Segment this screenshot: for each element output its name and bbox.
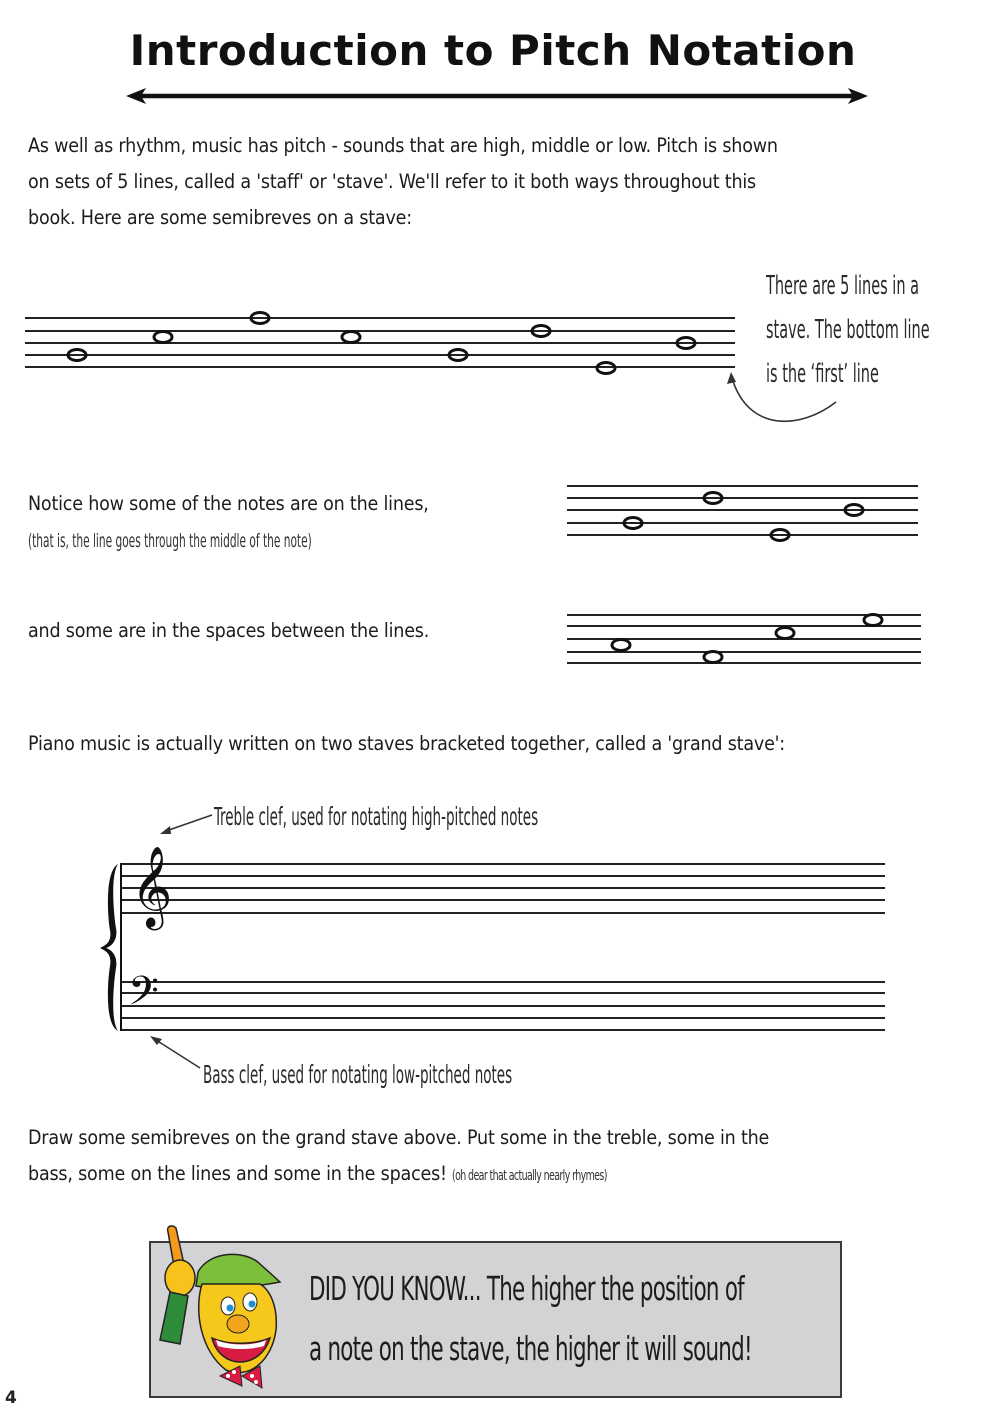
treble-clef-label: Treble clef, used for notating high-pitched notes xyxy=(214,802,539,831)
intro-line: book. Here are some semibreves on a stave: xyxy=(28,206,412,229)
brace-icon xyxy=(100,864,118,1031)
bass-clef-icon: 𝄢 xyxy=(128,968,159,1024)
notes-on-lines-text: Notice how some of the notes are on the lines, xyxy=(28,492,429,515)
page-title: Introduction to Pitch Notation xyxy=(129,26,857,75)
grand-stave-intro: Piano music is actually written on two staves bracketed together, called a 'grand stave': xyxy=(28,732,785,755)
intro-line: on sets of 5 lines, called a 'staff' or 'stave'. We'll refer to it both ways throughout this xyxy=(28,170,756,193)
notes-in-spaces-text: and some are in the spaces between the lines. xyxy=(28,619,430,642)
did-you-know-text: DID YOU KNOW... The higher the position of a note on the stave, the higher it will sound! xyxy=(309,1269,752,1368)
exercise-aside: (oh dear that actually nearly rhymes) xyxy=(452,1168,608,1184)
mascot-icon xyxy=(150,1220,300,1405)
exercise-paragraph xyxy=(28,1120,968,1194)
intro-line: As well as rhythm, music has pitch - sounds that are high, middle or low. Pitch is shown xyxy=(28,134,778,157)
bass-clef-label: Bass clef, used for notating low-pitched notes xyxy=(203,1060,513,1089)
notes-on-lines-aside: (that is, the line goes through the middle of the note) xyxy=(28,530,312,552)
treble-clef-icon: 𝄞 xyxy=(131,845,173,927)
stave-annotation: There are 5 lines in a stave. The bottom line is the ‘first’ line xyxy=(766,271,930,389)
exercise-line: Draw some semibreves on the grand stave above. Put some in the treble, some in the xyxy=(28,1126,770,1149)
page-number: 4 xyxy=(5,1388,17,1408)
exercise-line: bass, some on the lines and some in the spaces! (oh dear that actually nearly rhymes) xyxy=(28,1156,968,1194)
